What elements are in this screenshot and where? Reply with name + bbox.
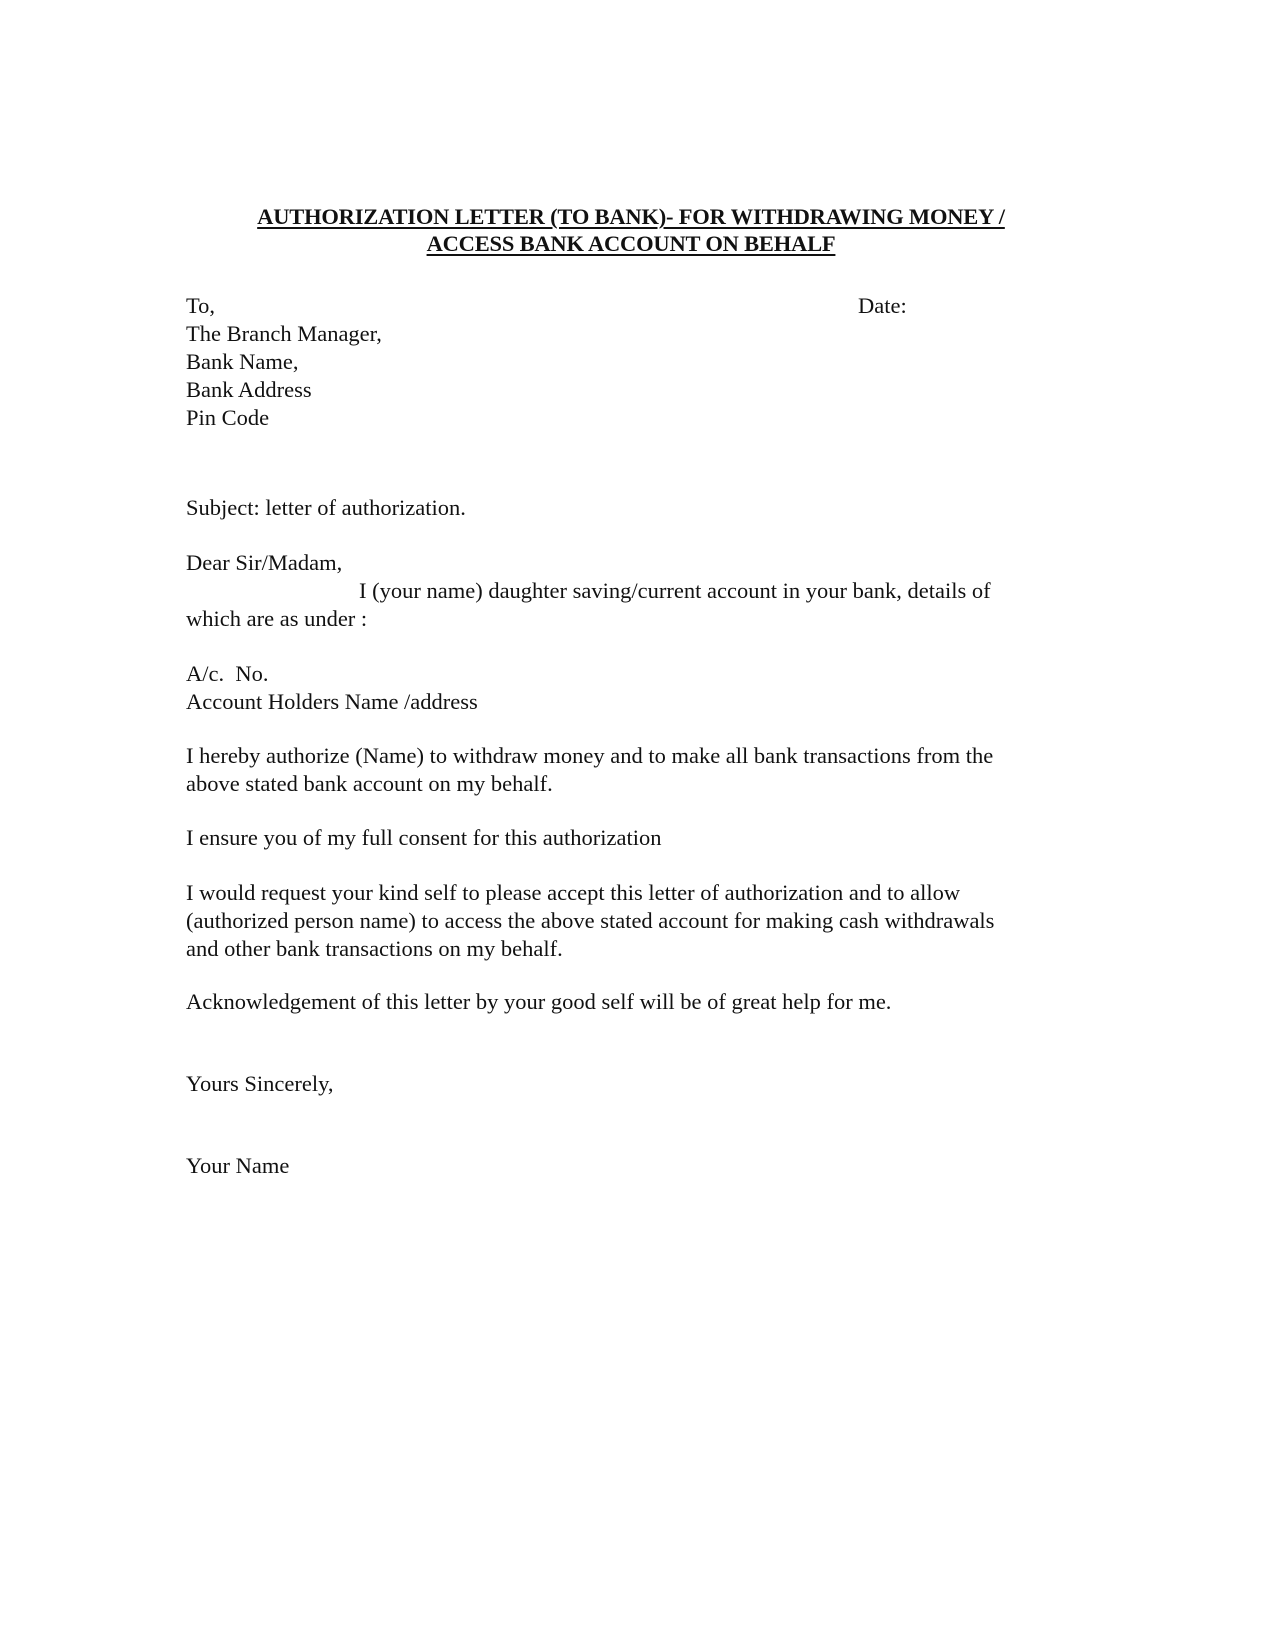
consent-paragraph: I ensure you of my full consent for this authorization	[186, 825, 662, 850]
authorize-line-2: above stated bank account on my behalf.	[186, 771, 553, 796]
request-line-3: and other bank transactions on my behalf.	[186, 936, 563, 961]
intro-line-2: which are as under :	[186, 606, 368, 631]
recipient-line: Bank Name,	[186, 349, 299, 374]
recipient-line: The Branch Manager,	[186, 321, 382, 346]
request-line-1: I would request your kind self to please accept this letter of authorization and to allow	[186, 880, 961, 905]
account-holder-label: Account Holders Name /address	[186, 689, 478, 714]
intro-line-1: I (your name) daughter saving/current account in your bank, details of	[359, 578, 991, 603]
title-line-2: ACCESS BANK ACCOUNT ON BEHALF	[426, 231, 836, 256]
acknowledgement-paragraph: Acknowledgement of this letter by your good self will be of great help for me.	[186, 989, 892, 1014]
recipient-line: Bank Address	[186, 377, 312, 402]
request-line-2: (authorized person name) to access the above stated account for making cash withdrawals	[186, 908, 995, 933]
date-label: Date:	[858, 293, 907, 318]
account-number-label: A/c. No.	[186, 661, 269, 686]
closing: Yours Sincerely,	[186, 1071, 334, 1096]
subject-line: Subject: letter of authorization.	[186, 495, 466, 520]
authorize-line-1: I hereby authorize (Name) to withdraw money and to make all bank transactions from the	[186, 743, 994, 768]
recipient-to: To,	[186, 293, 216, 318]
title-line-1: AUTHORIZATION LETTER (TO BANK)- FOR WITHDRAWING MONEY /	[257, 204, 1005, 229]
authorize-paragraph	[186, 742, 993, 798]
recipient-line: Pin Code	[186, 405, 270, 430]
request-paragraph	[186, 879, 994, 963]
signature-name: Your Name	[186, 1153, 290, 1178]
salutation-block	[186, 549, 991, 633]
letter-title	[190, 203, 1072, 257]
account-details	[186, 660, 478, 716]
salutation: Dear Sir/Madam,	[186, 550, 343, 575]
recipient-block	[186, 292, 382, 432]
